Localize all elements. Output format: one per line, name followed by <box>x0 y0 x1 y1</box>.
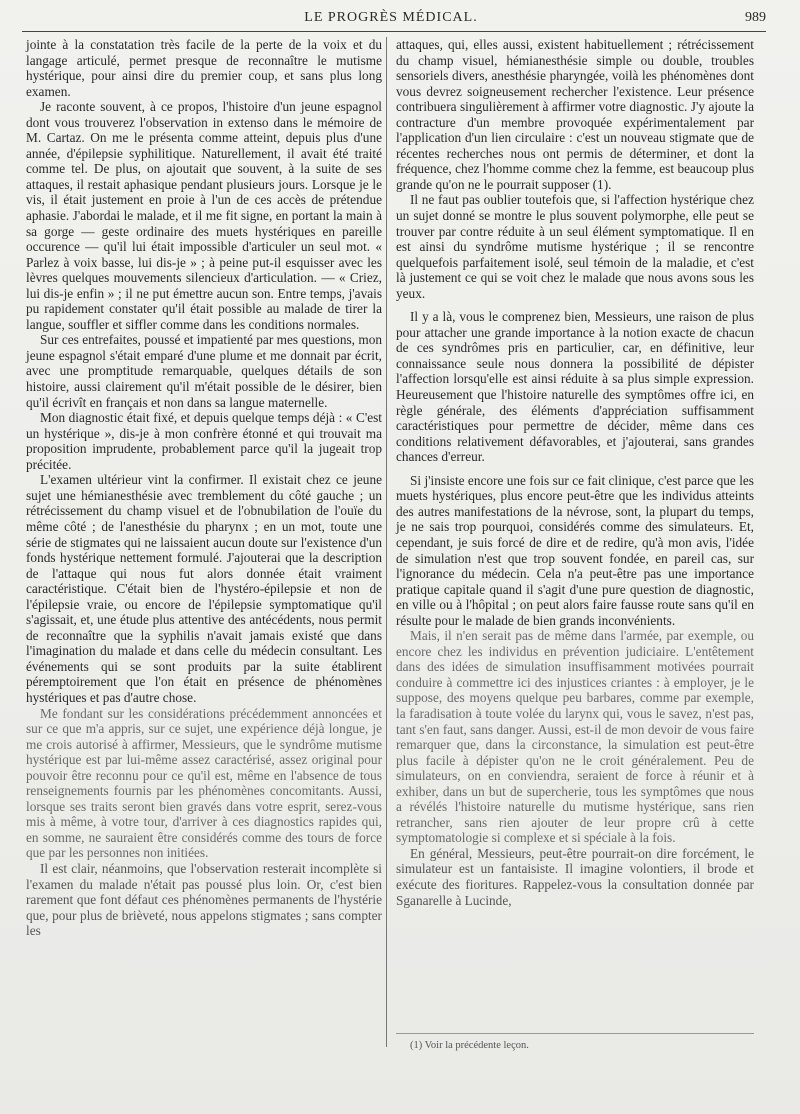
paragraph: Il est clair, néanmoins, que l'observation resterait incomplète si l'examen du malade n'était pas poussé plus loin. Or, c'est bien rarement que font défaut ces phénomènes permanents de l'hystérie que, pour plus de brièveté, nous appelons stigmates ; sans compter les <box>26 860 382 939</box>
paragraph: jointe à la constatation très facile de la perte de la voix et du langage articulé, permet presque de reconnaître le mutisme hystérique, pour ainsi dire du premier coup, et sans plus long examen. <box>26 37 382 99</box>
page-header <box>22 8 766 30</box>
footnote-rule <box>396 1033 754 1034</box>
paragraph: Sur ces entrefaites, poussé et impatienté par mes questions, mon jeune espagnol s'était emparé d'une plume et me donnait par écrit, avec une promptitude remarquable, quelques détails de son histoire, aussi clairement qu'il m'était possible de le désirer, bien qu'il écrivît en français et non dans sa langue maternelle. <box>26 332 382 410</box>
paragraph: Il ne faut pas oublier toutefois que, si l'affection hystérique chez un sujet donné se montre le plus souvent polymorphe, elle peut se trouver par contre réduite à un seul élément symptomatique. Il en est ainsi du syndrôme mutisme hystérique ; il se rencontre quelquefois parfaitement isolé, seul témoin de la maladie, et c'est là justement ce qui se voit chez le malade que nous avons sous les yeux. <box>396 192 754 301</box>
paragraph: Je raconte souvent, à ce propos, l'histoire d'un jeune espagnol dont vous trouverez l'observation in extenso dans le mémoire de M. Cartaz. On me le présenta comme atteint, depuis plus d'une année, d'épilepsie syphilitique. Naturellement, il avait été traité comme tel. De plus, on ajoutait que souvent, à la suite de ses attaques, il restait aphasique pendant plusieurs jours. Lorsque je le vis, il était justement en proie à l'un de ces accès de prétendue aphasie. J'abordai le malade, et il me fit signe, en portant la main à sa gorge — geste ordinaire des muets hystériques en pareille occurence — qu'il lui était impossible d'articuler un seul mot. « Parlez à voix basse, lui dis-je » ; à peine put-il esquisser avec les lèvres quelques mouvements silencieux d'articulation. — « Criez, lui dis-je enfin » ; il ne put émettre aucun son. Entre temps, j'avais pu rapidement constater qu'il était possible au malade de tirer la langue, souffler et siffler comme dans les conditions normales. <box>26 99 382 332</box>
paragraph: Si j'insiste encore une fois sur ce fait clinique, c'est parce que les muets hystériques, plus encore peut-être que les individus atteints des autres manifestations de la névrose, sont, la plupart du temps, je ne sais trop pourquoi, considérés comme des simulateurs. Et, cependant, je suis forcé de dire et de redire, qu'à mon avis, l'idée de simulation n'est que trop souvent fondée, en pareil cas, sur l'ignorance du médecin. Cela n'a peut-être pas une importance pratique capitale quand il s'agit d'une pure question de diagnostic, en ville ou à l'hôpital ; on peut alors faire fausse route sans qu'il en résulte pour le malade de bien grands inconvénients. <box>396 472 754 628</box>
paragraph: attaques, qui, elles aussi, existent habituellement ; rétrécissement du champ visuel, hémianesthésie simple ou double, troubles sensoriels divers, anesthésie pharyngée, voilà les phénomènes dont vous devrez soigneusement rechercher l'existence. Leur présence contribuera singulièrement à affirmer votre diagnostic. J'y ajoute la contracture d'un membre provoquée expérimentalement par l'application d'un lien circulaire : c'est un nouveau stigmate que de récentes recherches nous ont permis de déterminer, et dont la fréquence, chez l'homme comme chez la femme, est beaucoup plus grande qu'on ne le pourrait supposer (1). <box>396 37 754 192</box>
paragraph: L'examen ultérieur vint la confirmer. Il existait chez ce jeune sujet une hémianesthésie avec tremblement du côté gauche ; un rétrécissement du champ visuel et de l'obnubilation de l'ouïe du même côté ; de l'anesthésie du pharynx ; en un mot, toute une série de stigmates qui ne laissaient aucun doute sur l'existence d'un fonds hystérique nettement formulé. J'ajouterai que la description de l'attaque qui nous fut alors donnée était vraiment caractéristique. C'était bien de l'hystéro-épilepsie et non de l'épilepsie vraie, ou encore de l'épilepsie symptomatique qu'il s'agissait, et, une étude plus attentive des antécédents, nous permit de reconnaître que la syphilis n'avait jamais existé que dans l'imagination du malade et dans celle du médecin consultant. Les événements qui se sont produits par la suite établirent péremptoirement que l'on était en présence de phénomènes hystériques et pas d'autre chose. <box>26 472 382 705</box>
paragraph: Il y a là, vous le comprenez bien, Messieurs, une raison de plus pour attacher une grande importance à la notion exacte de chacun de ces syndrômes pris en particulier, car, en définitive, leur connaissance seule nous donnera la possibilité de dépister l'affection lorsqu'elle est ainsi réduite à sa plus simple expression. Heureusement que l'histoire naturelle des symptômes offre ici, en règle générale, des éléments d'appréciation suffisamment caractéristiques pour permettre de décider, même dans ces conditions relativement défavorables, et j'ajouterai, sans grandes chances d'erreur. <box>396 309 754 465</box>
left-column <box>26 37 382 939</box>
page-number: 989 <box>745 10 766 25</box>
right-column <box>396 37 754 908</box>
header-rule <box>22 31 766 32</box>
paragraph: Me fondant sur les considérations précédemment annoncées et sur ce que m'a appris, sur ce sujet, une expérience déjà longue, je me crois autorisé à affirmer, Messieurs, que le syndrôme mutisme hystérique est par lui-même assez caractérisé, assez original pour pouvoir être reconnu pour ce qu'il est, même en l'absence de tous renseignements fournis par les phénomènes concomitants. Aussi, lorsque ses traits seront bien gravés dans votre esprit, serez-vous mis à même, à votre tour, d'arriver à ces diagnostics rapides qui, en somme, ne sauraient être considérés comme des tours de force que par les personnes non initiées. <box>26 705 382 861</box>
column-divider <box>386 37 387 1047</box>
paragraph: Mais, il n'en serait pas de même dans l'armée, par exemple, ou encore chez les individus en prévention judiciaire. L'entêtement dans des idées de simulation insuffisamment motivées pourrait conduire à commettre ici des injustices criantes : à employer, je le suppose, des moyens quelque peu barbares, comme par exemple, la faradisation à toute volée du larynx qui, vous le savez, n'est pas, tant s'en faut, sans danger. Aussi, est-il de mon devoir de vous faire remarquer que, dans la circonstance, la simulation est peut-être plus facile à dépister qu'on ne le croit généralement. Peu de simulateurs, on en conviendra, seraient de force à réunir et à exhiber, dans un but de supercherie, tous les symptômes que nous a révélés l'histoire naturelle du mutisme hystérique, sans rien retrancher, sans rien ajouter de leur propre crû à cette symptomatologie si complexe et si spéciale à la fois. <box>396 628 754 846</box>
paragraph: Mon diagnostic était fixé, et depuis quelque temps déjà : « C'est un hystérique », dis-je à mon confrère étonné et qui trouvait ma proposition imprudente, probablement parce qu'il la jugeait trop précitée. <box>26 410 382 472</box>
footnote: (1) Voir la précédente leçon. <box>410 1040 529 1051</box>
paragraph: En général, Messieurs, peut-être pourrait-on dire forcément, le simulateur est un fantaisiste. Il imagine volontiers, il brode et exécute des fioritures. Rappelez-vous la consultation donnée par Sganarelle à Lucinde, <box>396 845 754 908</box>
journal-title: LE PROGRÈS MÉDICAL. <box>304 10 478 25</box>
